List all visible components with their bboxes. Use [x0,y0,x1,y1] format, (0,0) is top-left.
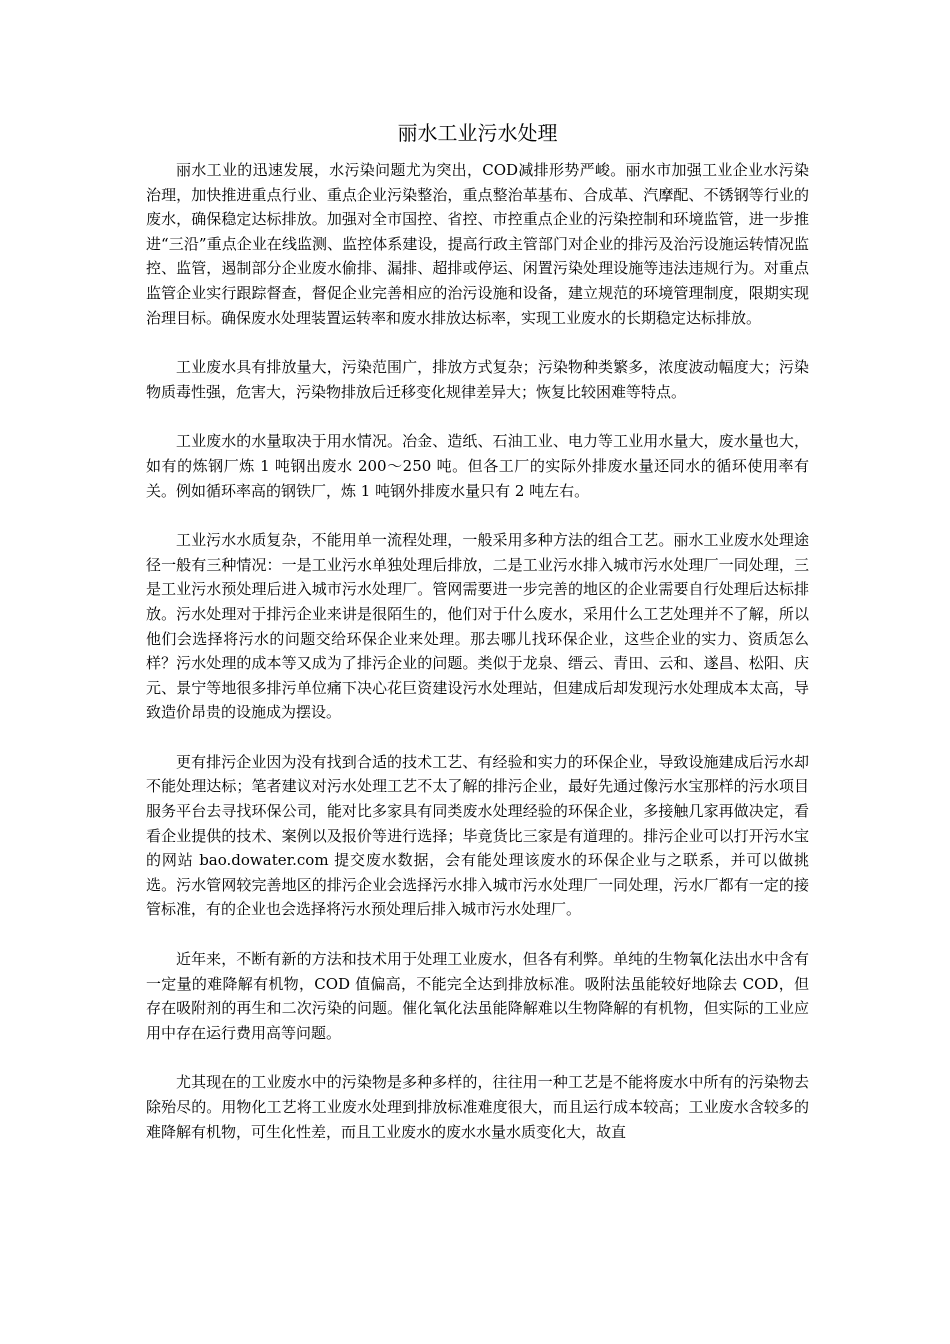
paragraph-7: 尤其现在的工业废水中的污染物是多种多样的，往往用一种工艺是不能将废水中所有的污染物去除殆尽的。用物化工艺将工业废水处理到排放标准难度很大，而且运行成本较高；工业废水含较多的难降解有机物，可生化性差，而且工业废水的废水水量水质变化大，故直 [146,1073,809,1141]
paragraph-6: 近年来，不断有新的方法和技术用于处理工业废水，但各有利弊。单纯的生物氧化法出水中含有一定量的难降解有机物，COD 值偏高，不能完全达到排放标准。吸附法虽能较好地除去 COD，但存在吸附剂的再生和二次污染的问题。催化氧化法虽能降解难以生物降解的有机物，但实际的工业应用中存在运行费用高等问题。 [146,950,809,1042]
paragraph-5: 更有排污企业因为没有找到合适的技术工艺、有经验和实力的环保企业，导致设施建成后污水却不能处理达标；笔者建议对污水处理工艺不太了解的排污企业，最好先通过像污水宝那样的污水项目服务平台去寻找环保公司，能对比多家具有同类废水处理经验的环保企业，多接触几家再做决定，看看企业提供的技术、案例以及报价等进行选择；毕竟货比三家是有道理的。排污企业可以打开污水宝的网站 bao.dowater.com 提交废水数据，会有能处理该废水的环保企业与之联系，并可以做挑选。污水管网较完善地区的排污企业会选择污水排入城市污水处理厂一同处理，污水厂都有一定的接管标准，有的企业也会选择将污水预处理后排入城市污水处理厂。 [146,752,809,919]
paragraph-1: 丽水工业的迅速发展，水污染问题尤为突出，COD减排形势严峻。丽水市加强工业企业水污染治理，加快推进重点行业、重点企业污染整治，重点整治革基布、合成革、汽摩配、不锈钢等行业的废水，确保稳定达标排放。加强对全市国控、省控、市控重点企业的污染控制和环境监管，进一步推进“三沿”重点企业在线监测、监控体系建设，提高行政主管部门对企业的排污及治污设施运转情况监控、监管，遏制部分企业废水偷排、漏排、超排或停运、闲置污染处理设施等违法违规行为。对重点监管企业实行跟踪督查，督促企业完善相应的治污设施和设备，建立规范的环境管理制度，限期实现治理目标。确保废水处理装置运转率和废水排放达标率，实现工业废水的长期稳定达标排放。 [146,161,809,327]
paragraph-3: 工业废水的水量取决于用水情况。冶金、造纸、石油工业、电力等工业用水量大，废水量也大，如有的炼钢厂炼 1 吨钢出废水 200～250 吨。但各工厂的实际外排废水量还同水的循环使用率有关。例如循环率高的钢铁厂，炼 1 吨钢外排废水量只有 2 吨左右。 [146,432,809,500]
paragraph-2: 工业废水具有排放量大，污染范围广，排放方式复杂；污染物种类繁多，浓度波动幅度大；污染物质毒性强，危害大，污染物排放后迁移变化规律差异大；恢复比较困难等特点。 [146,358,809,401]
document-title: 丽水工业污水处理 [397,121,558,145]
document-page [146,118,809,1169]
paragraph-4: 工业污水水质复杂，不能用单一流程处理，一般采用多种方法的组合工艺。丽水工业废水处理途径一般有三种情况：一是工业污水单独处理后排放，二是工业污水排入城市污水处理厂一同处理，三是工业污水预处理后进入城市污水处理厂。管网需要进一步完善的地区的企业需要自行处理后达标排放。污水处理对于排污企业来讲是很陌生的，他们对于什么废水，采用什么工艺处理并不了解，所以他们会选择将污水的问题交给环保企业来处理。那去哪儿找环保企业，这些企业的实力、资质怎么样？污水处理的成本等又成为了排污企业的问题。类似于龙泉、缙云、青田、云和、遂昌、松阳、庆元、景宁等地很多排污单位痛下决心花巨资建设污水处理站，但建成后却发现污水处理成本太高，导致造价昂贵的设施成为摆设。 [146,531,809,722]
